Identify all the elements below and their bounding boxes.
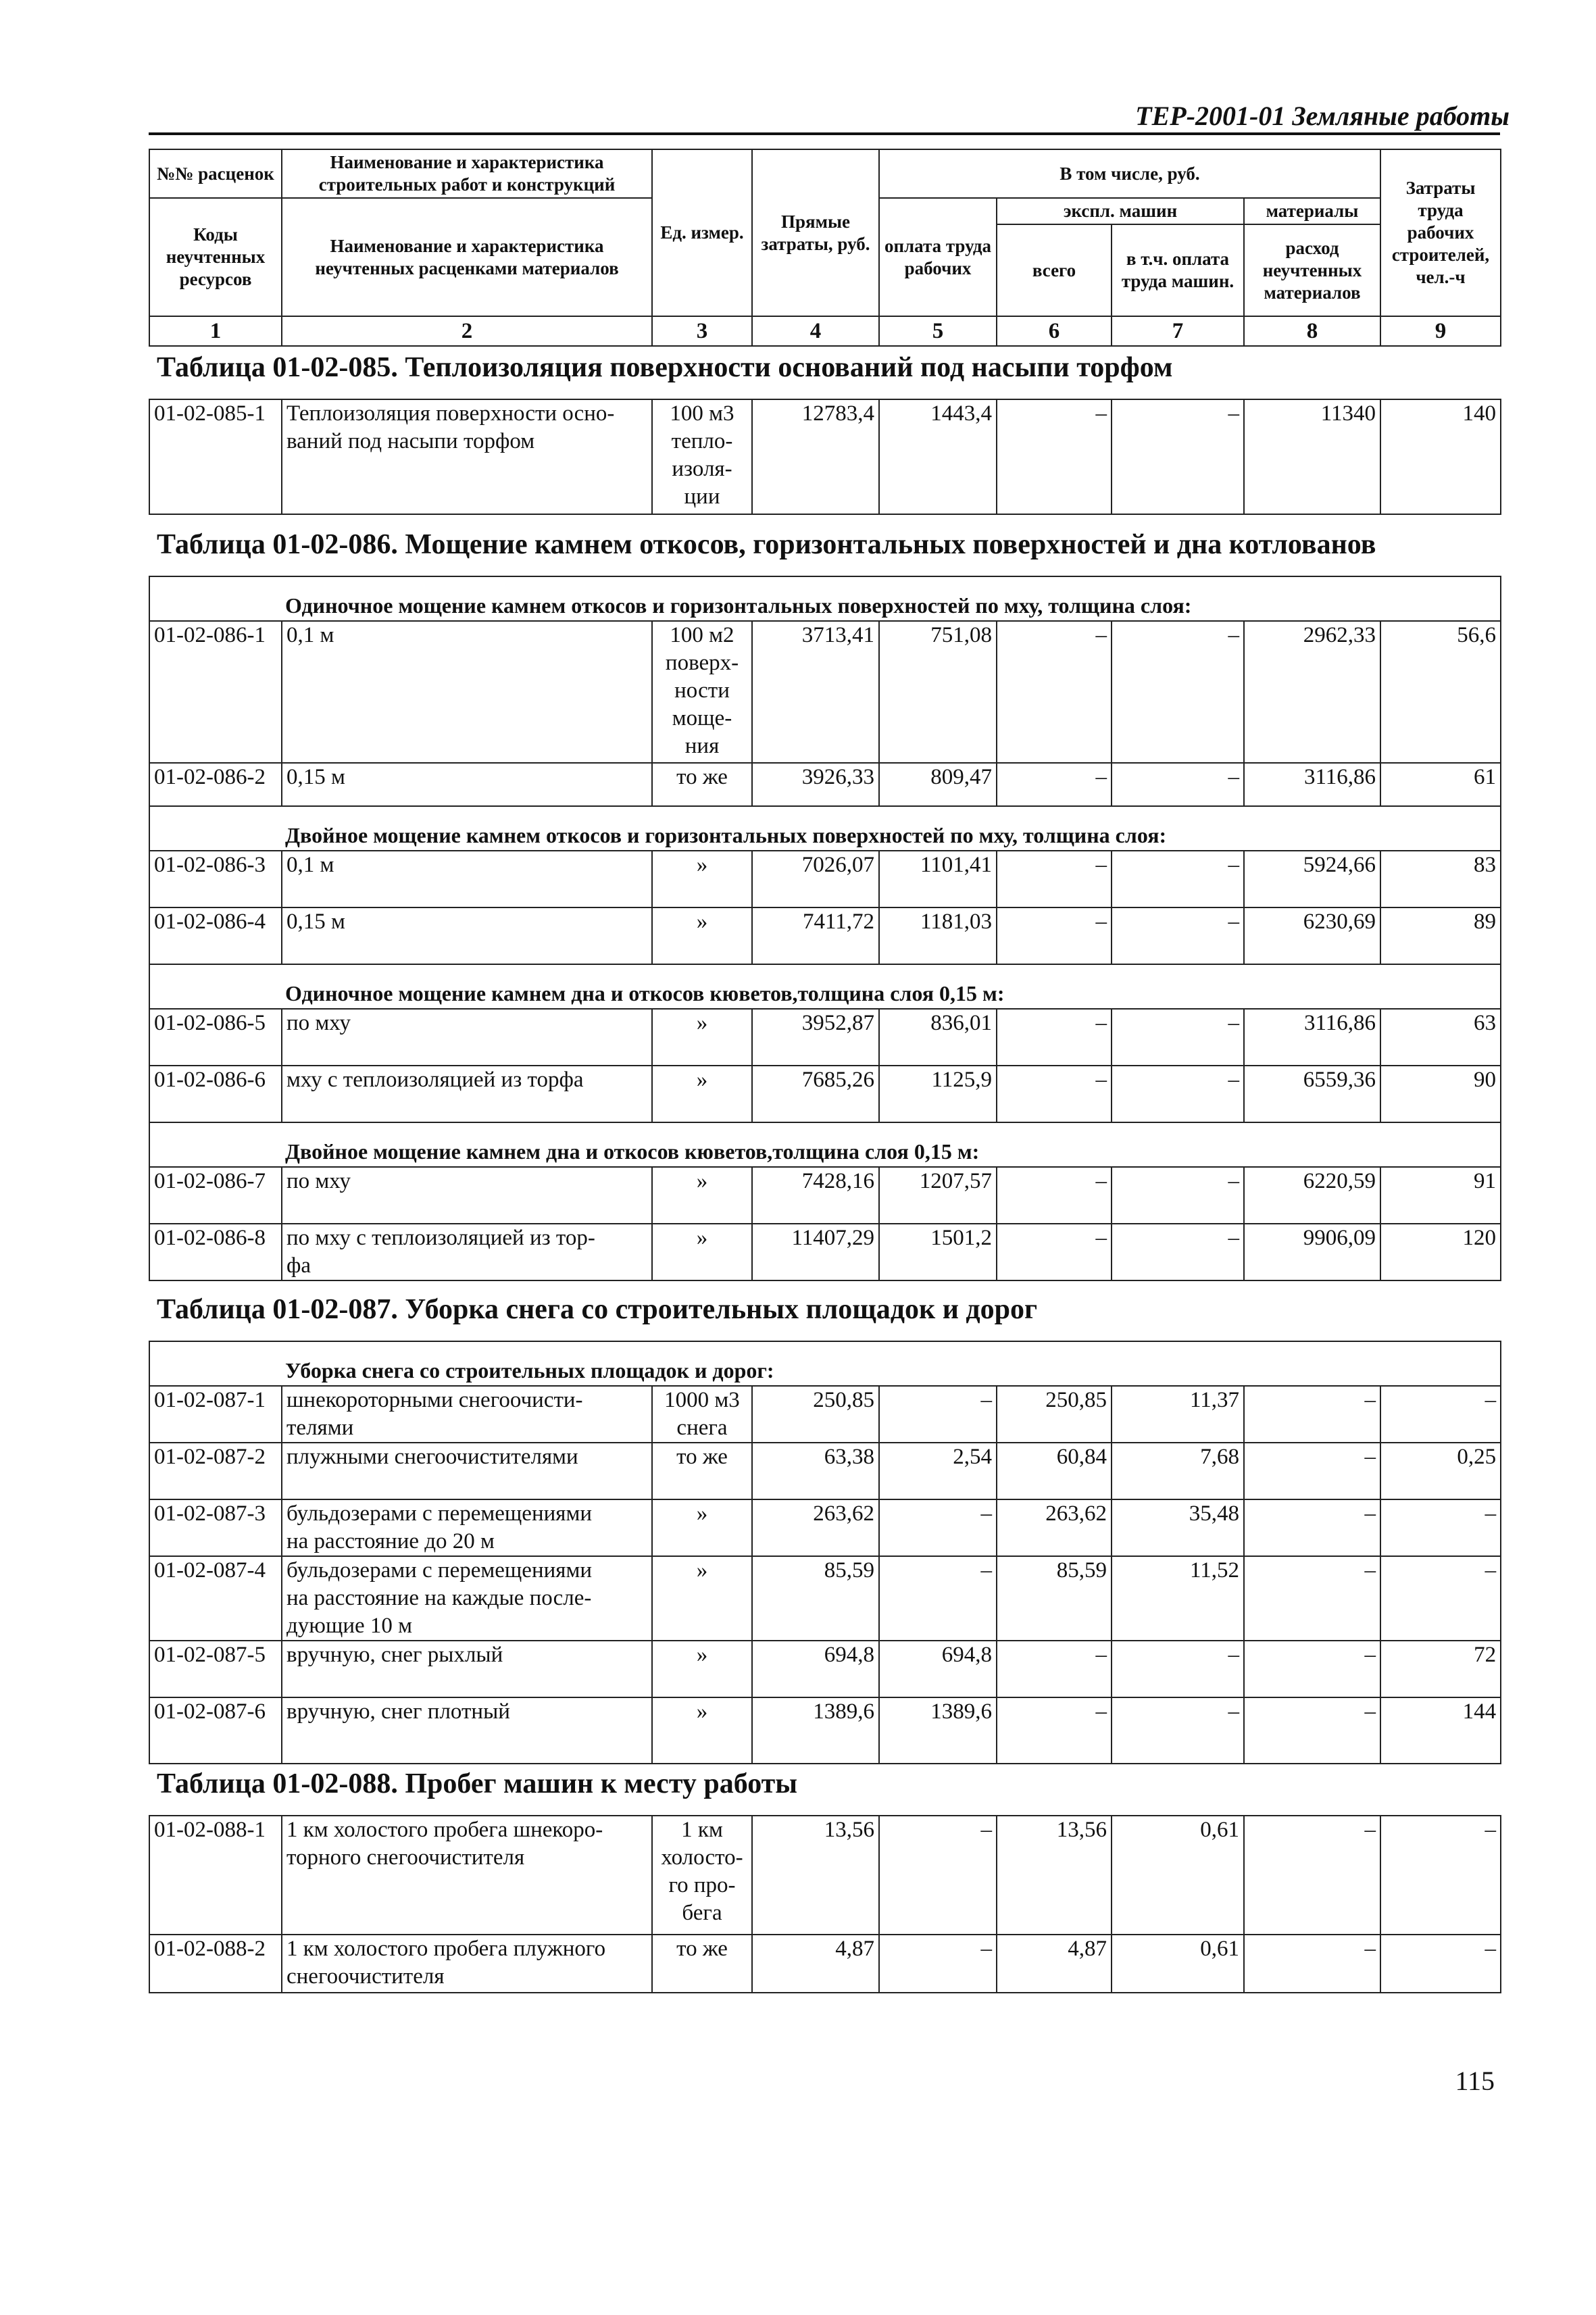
row-machine-labor: 11,52 bbox=[1112, 1556, 1244, 1641]
row-materials: – bbox=[1244, 1641, 1380, 1697]
row-materials: – bbox=[1244, 1386, 1380, 1443]
table-row bbox=[149, 907, 1501, 964]
table-row bbox=[149, 399, 1501, 514]
row-labor-hours: – bbox=[1380, 1816, 1501, 1935]
row-labor-hours: 72 bbox=[1380, 1641, 1501, 1697]
row-materials: 6230,69 bbox=[1244, 907, 1380, 964]
col-number: 4 bbox=[752, 316, 879, 346]
row-machine-cost: – bbox=[997, 1641, 1112, 1697]
row-direct-cost: 12783,4 bbox=[752, 399, 879, 514]
row-direct-cost: 250,85 bbox=[752, 1386, 879, 1443]
row-machine-cost: – bbox=[997, 1697, 1112, 1764]
row-direct-cost: 3713,41 bbox=[752, 621, 879, 763]
row-labor-hours: 90 bbox=[1380, 1066, 1501, 1122]
row-code: 01-02-086-4 bbox=[149, 907, 282, 964]
table-row bbox=[149, 1697, 1501, 1764]
row-machine-cost: 4,87 bbox=[997, 1935, 1112, 1993]
col-number: 6 bbox=[997, 316, 1112, 346]
row-labor-hours: 56,6 bbox=[1380, 621, 1501, 763]
materials-header: материалы bbox=[1244, 198, 1380, 224]
row-direct-cost: 11407,29 bbox=[752, 1224, 879, 1280]
row-machine-labor: 35,48 bbox=[1112, 1499, 1244, 1556]
row-unit: » bbox=[652, 1641, 752, 1697]
col-number: 5 bbox=[879, 316, 997, 346]
table-088 bbox=[149, 1815, 1501, 1993]
row-labor-hours: 89 bbox=[1380, 907, 1501, 964]
row-direct-cost: 4,87 bbox=[752, 1935, 879, 1993]
row-direct-cost: 263,62 bbox=[752, 1499, 879, 1556]
row-machine-labor: 11,37 bbox=[1112, 1386, 1244, 1443]
row-labor-pay: 751,08 bbox=[879, 621, 997, 763]
row-direct-cost: 694,8 bbox=[752, 1641, 879, 1697]
row-machine-cost: – bbox=[997, 851, 1112, 907]
row-name: шнекороторными снегоочисти- телями bbox=[282, 1386, 652, 1443]
table-row bbox=[149, 1556, 1501, 1641]
row-direct-cost: 7428,16 bbox=[752, 1167, 879, 1224]
column-header-table bbox=[149, 149, 1501, 347]
row-labor-pay: 1501,2 bbox=[879, 1224, 997, 1280]
row-materials: 6559,36 bbox=[1244, 1066, 1380, 1122]
col3-header: Ед. измер. bbox=[652, 149, 752, 316]
row-materials: 9906,09 bbox=[1244, 1224, 1380, 1280]
row-machine-labor: 0,61 bbox=[1112, 1816, 1244, 1935]
row-unit: 100 м2 поверх- ности моще- ния bbox=[652, 621, 752, 763]
col7-header: в т.ч. оплата труда машин. bbox=[1112, 224, 1244, 316]
col-number: 7 bbox=[1112, 316, 1244, 346]
row-machine-cost: – bbox=[997, 907, 1112, 964]
row-code: 01-02-086-1 bbox=[149, 621, 282, 763]
row-machine-labor: 0,61 bbox=[1112, 1935, 1244, 1993]
row-machine-labor: 7,68 bbox=[1112, 1443, 1244, 1499]
subsection-heading-row bbox=[149, 1122, 1501, 1167]
col2-bottom-header: Наименование и характеристика неучтенных расценками материалов bbox=[282, 198, 652, 316]
page-header-title: ТЕР-2001-01 Земляные работы bbox=[1135, 101, 1510, 131]
row-machine-labor: – bbox=[1112, 1066, 1244, 1122]
row-machine-cost: – bbox=[997, 399, 1112, 514]
row-name: 0,1 м bbox=[282, 851, 652, 907]
col4-header: Прямые затраты, руб. bbox=[752, 149, 879, 316]
row-direct-cost: 3926,33 bbox=[752, 763, 879, 806]
row-direct-cost: 7026,07 bbox=[752, 851, 879, 907]
row-code: 01-02-086-7 bbox=[149, 1167, 282, 1224]
subsection-heading: Одиночное мощение камнем откосов и горизонтальных поверхностей по мху, толщина слоя: bbox=[149, 576, 1501, 621]
table-087-caption: Таблица 01-02-087. Уборка снега со строительных площадок и дорог bbox=[157, 1294, 1038, 1325]
row-machine-labor: – bbox=[1112, 763, 1244, 806]
row-unit: то же bbox=[652, 1443, 752, 1499]
col-number: 3 bbox=[652, 316, 752, 346]
row-materials: – bbox=[1244, 1816, 1380, 1935]
row-materials: 6220,59 bbox=[1244, 1167, 1380, 1224]
row-name: по мху bbox=[282, 1009, 652, 1066]
row-materials: – bbox=[1244, 1443, 1380, 1499]
row-code: 01-02-086-5 bbox=[149, 1009, 282, 1066]
row-labor-hours: 120 bbox=[1380, 1224, 1501, 1280]
row-name: по мху с теплоизоляцией из тор- фа bbox=[282, 1224, 652, 1280]
row-machine-cost: – bbox=[997, 1066, 1112, 1122]
col-number: 8 bbox=[1244, 316, 1380, 346]
row-code: 01-02-087-5 bbox=[149, 1641, 282, 1697]
row-machine-labor: – bbox=[1112, 621, 1244, 763]
row-labor-hours: 144 bbox=[1380, 1697, 1501, 1764]
table-row bbox=[149, 1224, 1501, 1280]
row-materials: – bbox=[1244, 1499, 1380, 1556]
row-labor-hours: 140 bbox=[1380, 399, 1501, 514]
row-labor-hours: – bbox=[1380, 1556, 1501, 1641]
row-unit: » bbox=[652, 907, 752, 964]
row-unit: » bbox=[652, 1066, 752, 1122]
row-labor-pay: 694,8 bbox=[879, 1641, 997, 1697]
row-code: 01-02-086-2 bbox=[149, 763, 282, 806]
row-machine-cost: – bbox=[997, 621, 1112, 763]
row-code: 01-02-087-6 bbox=[149, 1697, 282, 1764]
row-machine-cost: – bbox=[997, 1167, 1112, 1224]
row-labor-hours: – bbox=[1380, 1935, 1501, 1993]
table-row bbox=[149, 763, 1501, 806]
row-unit: 1000 м3 снега bbox=[652, 1386, 752, 1443]
row-code: 01-02-085-1 bbox=[149, 399, 282, 514]
row-machine-cost: – bbox=[997, 1224, 1112, 1280]
row-machine-cost: 250,85 bbox=[997, 1386, 1112, 1443]
row-unit: то же bbox=[652, 1935, 752, 1993]
row-unit: то же bbox=[652, 763, 752, 806]
table-row bbox=[149, 1066, 1501, 1122]
row-name: 0,15 м bbox=[282, 763, 652, 806]
row-machine-cost: 13,56 bbox=[997, 1816, 1112, 1935]
row-name: плужными снегоочистителями bbox=[282, 1443, 652, 1499]
row-materials: 5924,66 bbox=[1244, 851, 1380, 907]
subsection-heading-row bbox=[149, 964, 1501, 1009]
row-labor-hours: 0,25 bbox=[1380, 1443, 1501, 1499]
row-name: 1 км холостого пробега плужного снегоочистителя bbox=[282, 1935, 652, 1993]
table-row bbox=[149, 621, 1501, 763]
row-code: 01-02-086-8 bbox=[149, 1224, 282, 1280]
table-088-caption: Таблица 01-02-088. Пробег машин к месту работы bbox=[157, 1768, 798, 1799]
table-row bbox=[149, 1499, 1501, 1556]
row-labor-pay: 1125,9 bbox=[879, 1066, 997, 1122]
row-labor-hours: 91 bbox=[1380, 1167, 1501, 1224]
row-machine-cost: – bbox=[997, 763, 1112, 806]
row-unit: » bbox=[652, 1167, 752, 1224]
table-085 bbox=[149, 399, 1501, 515]
row-unit: » bbox=[652, 851, 752, 907]
row-direct-cost: 7685,26 bbox=[752, 1066, 879, 1122]
row-labor-hours: – bbox=[1380, 1499, 1501, 1556]
machines-header: экспл. машин bbox=[997, 198, 1244, 224]
table-row bbox=[149, 1816, 1501, 1935]
row-labor-pay: – bbox=[879, 1499, 997, 1556]
row-labor-pay: – bbox=[879, 1935, 997, 1993]
row-labor-pay: – bbox=[879, 1386, 997, 1443]
page-header bbox=[0, 100, 1596, 131]
table-086 bbox=[149, 576, 1501, 1281]
row-name: 0,15 м bbox=[282, 907, 652, 964]
row-code: 01-02-087-4 bbox=[149, 1556, 282, 1641]
col5-header: оплата труда рабочих bbox=[879, 198, 997, 316]
table-row bbox=[149, 1386, 1501, 1443]
row-name: по мху bbox=[282, 1167, 652, 1224]
row-machine-cost: 85,59 bbox=[997, 1556, 1112, 1641]
row-code: 01-02-086-6 bbox=[149, 1066, 282, 1122]
row-unit: 100 м3 тепло- изоля- ции bbox=[652, 399, 752, 514]
row-labor-pay: – bbox=[879, 1556, 997, 1641]
row-machine-labor: – bbox=[1112, 1641, 1244, 1697]
row-unit: » bbox=[652, 1697, 752, 1764]
col6-header: всего bbox=[997, 224, 1112, 316]
table-row bbox=[149, 1935, 1501, 1993]
row-labor-pay: 1443,4 bbox=[879, 399, 997, 514]
row-machine-labor: – bbox=[1112, 1224, 1244, 1280]
row-machine-cost: 60,84 bbox=[997, 1443, 1112, 1499]
subsection-heading-row bbox=[149, 576, 1501, 621]
row-name: 1 км холостого пробега шнекоро- торного снегоочистителя bbox=[282, 1816, 652, 1935]
row-materials: 3116,86 bbox=[1244, 763, 1380, 806]
col2-top-header: Наименование и характеристика строительных работ и конструкций bbox=[282, 149, 652, 198]
row-materials: 3116,86 bbox=[1244, 1009, 1380, 1066]
table-row bbox=[149, 851, 1501, 907]
col1-top-header: №№ расценок bbox=[149, 149, 282, 198]
row-machine-cost: 263,62 bbox=[997, 1499, 1112, 1556]
col1-bottom-header: Коды неучтенных ресурсов bbox=[149, 198, 282, 316]
row-materials: 11340 bbox=[1244, 399, 1380, 514]
row-direct-cost: 7411,72 bbox=[752, 907, 879, 964]
row-labor-pay: 1101,41 bbox=[879, 851, 997, 907]
row-materials: – bbox=[1244, 1935, 1380, 1993]
row-name: 0,1 м bbox=[282, 621, 652, 763]
row-direct-cost: 1389,6 bbox=[752, 1697, 879, 1764]
row-machine-labor: – bbox=[1112, 399, 1244, 514]
subsection-heading: Уборка снега со строительных площадок и дорог: bbox=[149, 1341, 1501, 1386]
in-total-header: В том числе, руб. bbox=[879, 149, 1380, 198]
row-machine-labor: – bbox=[1112, 1009, 1244, 1066]
row-labor-pay: 1389,6 bbox=[879, 1697, 997, 1764]
row-labor-hours: – bbox=[1380, 1386, 1501, 1443]
row-labor-hours: 61 bbox=[1380, 763, 1501, 806]
table-row bbox=[149, 1167, 1501, 1224]
subsection-heading-row bbox=[149, 1341, 1501, 1386]
subsection-heading: Двойное мощение камнем дна и откосов кюветов,толщина слоя 0,15 м: bbox=[149, 1122, 1501, 1167]
row-labor-pay: – bbox=[879, 1816, 997, 1935]
row-machine-labor: – bbox=[1112, 1167, 1244, 1224]
table-row bbox=[149, 1641, 1501, 1697]
col9-header: Затраты труда рабочих строителей, чел.-ч bbox=[1380, 149, 1501, 316]
row-labor-hours: 83 bbox=[1380, 851, 1501, 907]
row-code: 01-02-087-2 bbox=[149, 1443, 282, 1499]
row-labor-pay: 1181,03 bbox=[879, 907, 997, 964]
row-labor-pay: 1207,57 bbox=[879, 1167, 997, 1224]
col-number: 9 bbox=[1380, 316, 1501, 346]
row-unit: » bbox=[652, 1009, 752, 1066]
row-direct-cost: 13,56 bbox=[752, 1816, 879, 1935]
row-unit: 1 км холосто- го про- бега bbox=[652, 1816, 752, 1935]
row-code: 01-02-087-3 bbox=[149, 1499, 282, 1556]
table-086-caption: Таблица 01-02-086. Мощение камнем откосов, горизонтальных поверхностей и дна котлованов bbox=[157, 529, 1376, 560]
row-direct-cost: 63,38 bbox=[752, 1443, 879, 1499]
row-materials: – bbox=[1244, 1556, 1380, 1641]
table-row bbox=[149, 1009, 1501, 1066]
row-unit: » bbox=[652, 1499, 752, 1556]
row-labor-pay: 2,54 bbox=[879, 1443, 997, 1499]
row-materials: – bbox=[1244, 1697, 1380, 1764]
table-085-caption: Таблица 01-02-085. Теплоизоляция поверхности оснований под насыпи торфом bbox=[157, 352, 1173, 383]
col-number: 1 bbox=[149, 316, 282, 346]
row-machine-labor: – bbox=[1112, 1697, 1244, 1764]
subsection-heading: Двойное мощение камнем откосов и горизонтальных поверхностей по мху, толщина слоя: bbox=[149, 806, 1501, 851]
col-number: 2 bbox=[282, 316, 652, 346]
row-machine-labor: – bbox=[1112, 907, 1244, 964]
row-name: Теплоизоляция поверхности осно- ваний под насыпи торфом bbox=[282, 399, 652, 514]
row-machine-cost: – bbox=[997, 1009, 1112, 1066]
subsection-heading-row bbox=[149, 806, 1501, 851]
col8-header: расход неучтенных материалов bbox=[1244, 224, 1380, 316]
row-name: мху с теплоизоляцией из торфа bbox=[282, 1066, 652, 1122]
row-direct-cost: 85,59 bbox=[752, 1556, 879, 1641]
row-labor-pay: 836,01 bbox=[879, 1009, 997, 1066]
row-unit: » bbox=[652, 1556, 752, 1641]
row-machine-labor: – bbox=[1112, 851, 1244, 907]
page-number: 115 bbox=[1455, 2066, 1495, 2096]
row-code: 01-02-088-2 bbox=[149, 1935, 282, 1993]
row-name: бульдозерами с перемещениями на расстояние на каждые после- дующие 10 м bbox=[282, 1556, 652, 1641]
row-labor-hours: 63 bbox=[1380, 1009, 1501, 1066]
subsection-heading: Одиночное мощение камнем дна и откосов кюветов,толщина слоя 0,15 м: bbox=[149, 964, 1501, 1009]
table-087 bbox=[149, 1341, 1501, 1764]
row-name: вручную, снег плотный bbox=[282, 1697, 652, 1764]
row-code: 01-02-086-3 bbox=[149, 851, 282, 907]
row-name: бульдозерами с перемещениями на расстояние до 20 м bbox=[282, 1499, 652, 1556]
header-rule bbox=[149, 132, 1500, 135]
table-row bbox=[149, 1443, 1501, 1499]
row-code: 01-02-087-1 bbox=[149, 1386, 282, 1443]
row-labor-pay: 809,47 bbox=[879, 763, 997, 806]
row-direct-cost: 3952,87 bbox=[752, 1009, 879, 1066]
row-unit: » bbox=[652, 1224, 752, 1280]
row-code: 01-02-088-1 bbox=[149, 1816, 282, 1935]
row-name: вручную, снег рыхлый bbox=[282, 1641, 652, 1697]
row-materials: 2962,33 bbox=[1244, 621, 1380, 763]
